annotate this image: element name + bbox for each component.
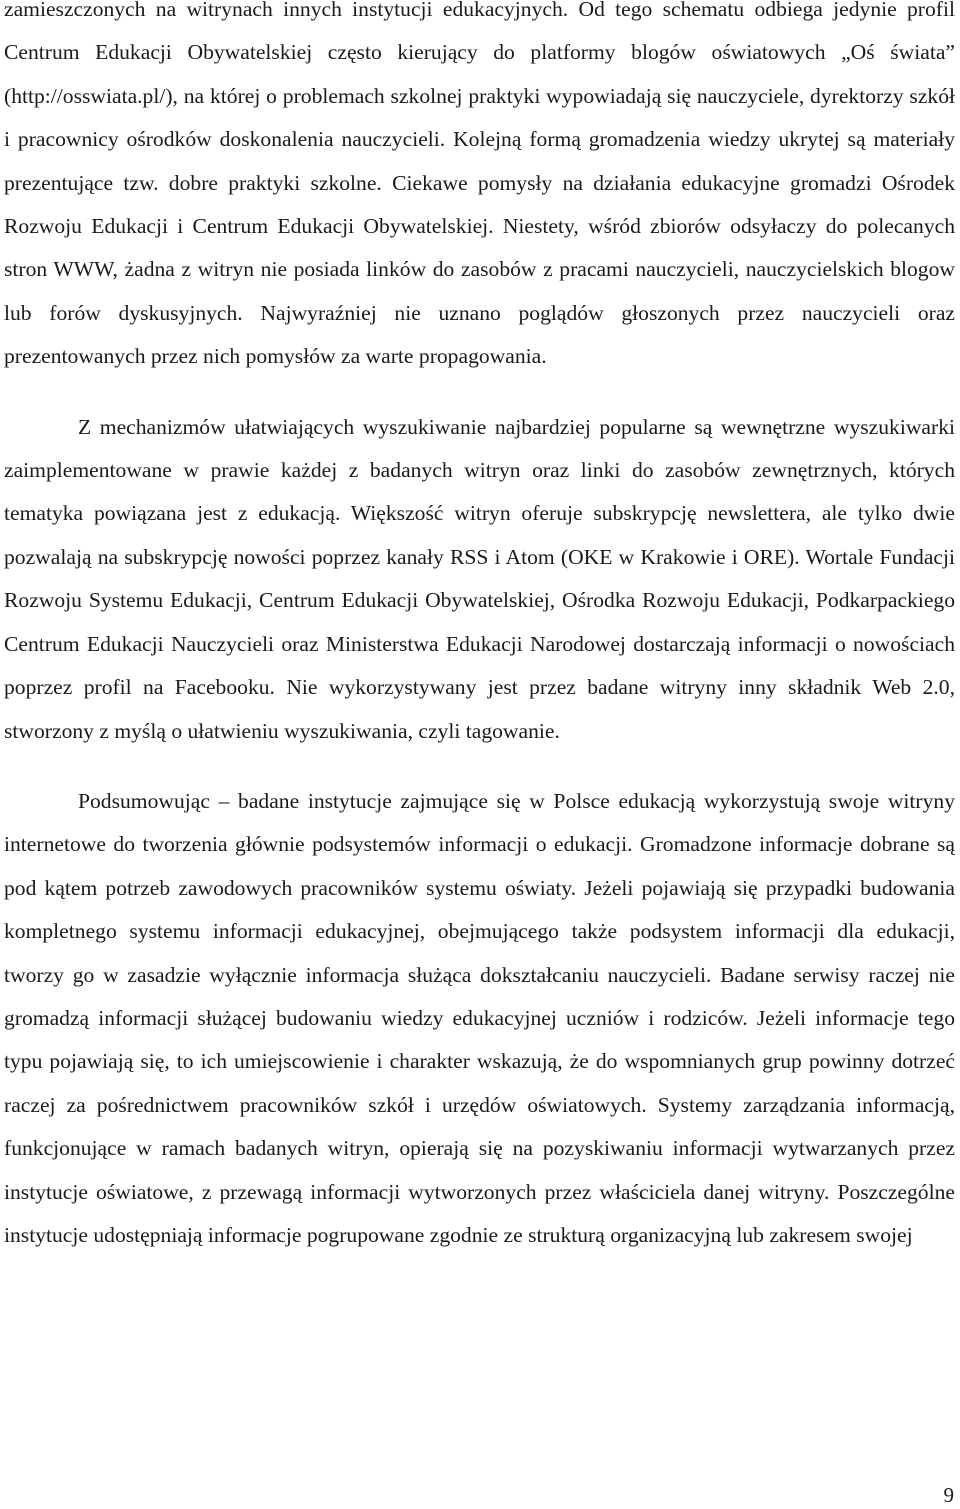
paragraph-continued: zamieszczonych na witrynach innych instytucji edukacyjnych. Od tego schematu odbiega jedynie profil Centrum Edukacji Obywatelskiej często kierujący do platformy blogów oświatowych „Oś świata” (http://osswiata.pl/), na której o problemach szkolnej praktyki wypowiadają się nauczyciele, dyrektorzy szkół i pracownicy ośrodków doskonalenia nauczycieli. Kolejną formą gromadzenia wiedzy ukrytej są materiały prezentujące tzw. dobre praktyki szkolne. Ciekawe pomysły na działania edukacyjne gromadzi Ośrodek Rozwoju Edukacji i Centrum Edukacji Obywatelskiej. Niestety, wśród zbiorów odsyłaczy do polecanych stron WWW, żadna z witryn nie posiada linków do zasobów z pracami nauczycieli, nauczycielskich blogow lub forów dyskusyjnych. Najwyraźniej nie uznano poglądów głoszonych przez nauczycieli oraz prezentowanych przez nich pomysłów za warte propagowania. — [4, 0, 955, 369]
paragraph-summary: Podsumowując – badane instytucje zajmujące się w Polsce edukacją wykorzystują swoje witryny internetowe do tworzenia głównie podsystemów informacji o edukacji. Gromadzone informacje dobrane są pod kątem potrzeb zawodowych pracowników systemu oświaty. Jeżeli pojawiają się przypadki budowania kompletnego systemu informacji edukacyjnej, obejmującego także podsystem informacji dla edukacji, tworzy go w zasadzie wyłącznie informacja służąca dokształcaniu nauczycieli. Badane serwisy raczej nie gromadzą informacji służącej budowaniu wiedzy edukacyjnej uczniów i rodziców. Jeżeli informacje tego typu pojawiają się, to ich umiejscowienie i charakter wskazują, że do wspomnianych grup powinny dotrzeć raczej za pośrednictwem pracowników szkół i urzędów oświatowych. Systemy zarządzania informacją, funkcjonujące w ramach badanych witryn, opierają się na pozyskiwaniu informacji wytwarzanych przez instytucje oświatowe, z przewagą informacji wytworzonych przez właściciela danej witryny. Poszczególne instytucje udostępniają informacje pogrupowane zgodnie ze strukturą organizacyjną lub zakresem swojej — [4, 788, 955, 1247]
paragraph-search-mechanisms: Z mechanizmów ułatwiających wyszukiwanie najbardziej popularne są wewnętrzne wyszukiwarki zaimplementowane w prawie każdej z badanych witryn oraz linki do zasobów zewnętrznych, których tematyka powiązana jest z edukacją. Większość witryn oferuje subskrypcję newslettera, ale tylko dwie pozwalają na subskrypcję nowości poprzez kanały RSS i Atom (OKE w Krakowie i ORE). Wortale Fundacji Rozwoju Systemu Edukacji, Centrum Edukacji Obywatelskiej, Ośrodka Rozwoju Edukacji, Podkarpackiego Centrum Edukacji Nauczycieli oraz Ministerstwa Edukacji Narodowej dostarczają informacji o nowościach poprzez profil na Facebooku. Nie wykorzystywany jest przez badane witryny inny składnik Web 2.0, stworzony z myślą o ułatwieniu wyszukiwania, czyli tagowanie. — [4, 414, 955, 743]
page-number: 9 — [943, 1483, 954, 1507]
